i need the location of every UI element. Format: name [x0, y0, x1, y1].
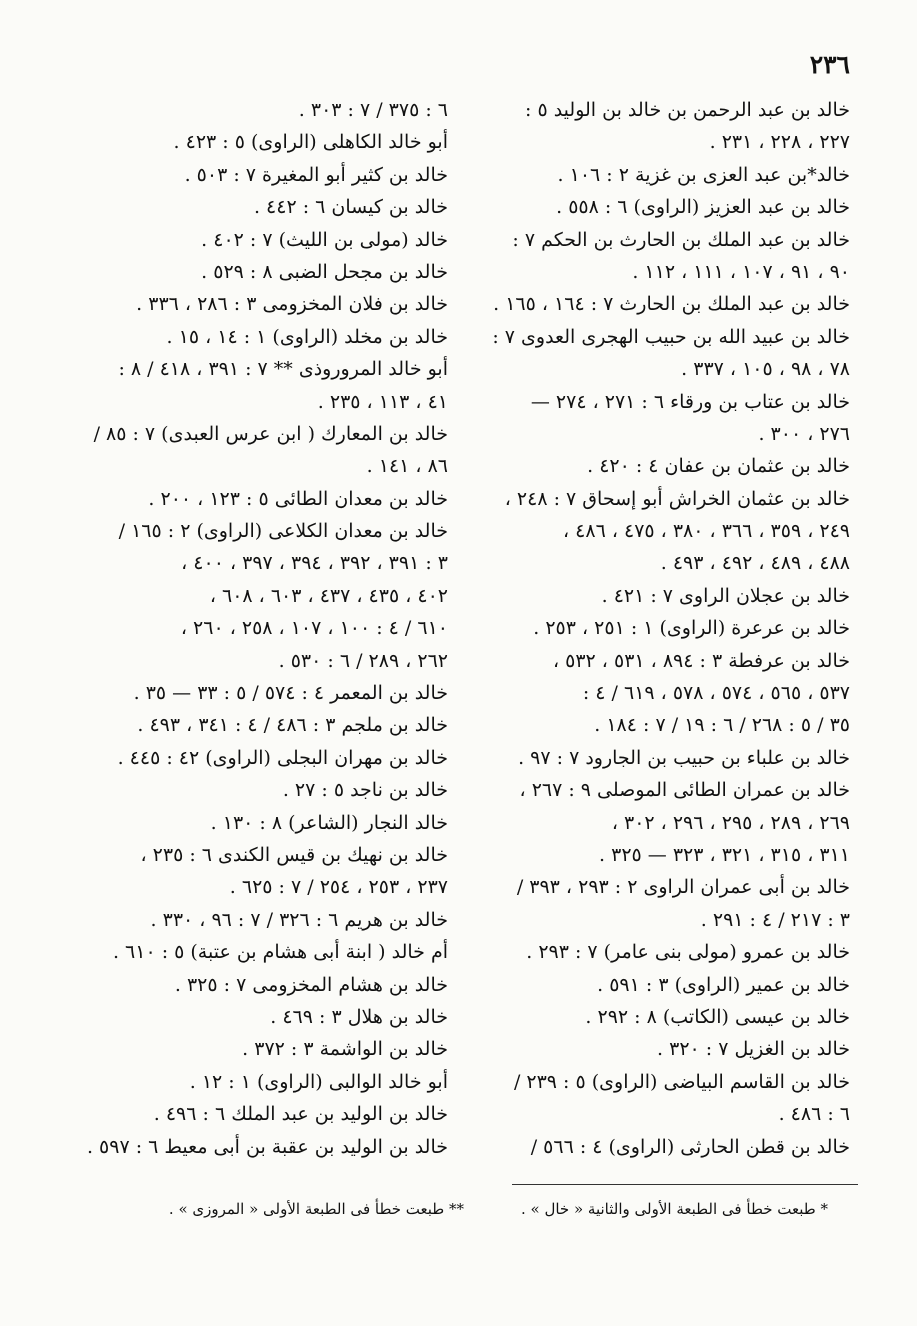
index-line: خالد بن عبد الرحمن بن خالد بن الوليد ٥ : [524, 99, 850, 121]
index-line: ٣٥ / ٥ : ٢٦٨ / ٦ : ١٩ / ٧ : ١٨٤ . [594, 714, 850, 737]
index-line: ٤٠٢ ، ٤٣٥ ، ٤٣٧ ، ٦٠٣ ، ٦٠٨ ، [209, 584, 448, 607]
index-column-right [474, 94, 850, 1163]
index-line: خالد بن عبد الملك بن الحارث ٧ : ١٦٤ ، ١٦٥ . [493, 293, 850, 316]
index-line: خالد*بن عبد العزى بن غزية ٢ : ١٠٦ . [557, 163, 850, 186]
index-line: خالد بن كيسان ٦ : ٤٤٢ . [253, 196, 448, 219]
index-line: خالد بن عثمان الخراش أبو إسحاق ٧ : ٢٤٨ ، [504, 487, 850, 510]
index-line: ٦١٠ / ٤ : ١٠٠ ، ١٠٧ ، ٢٥٨ ، ٢٦٠ ، [180, 617, 448, 640]
footnote-divider [512, 1184, 858, 1185]
index-line: ٤١ ، ١١٣ ، ٢٣٥ . [317, 390, 448, 413]
index-line: خالد بن مجحل الضبى ٨ : ٥٢٩ . [201, 260, 448, 283]
index-line: خالد بن ملجم ٣ : ٤٨٦ / ٤ : ٣٤١ ، ٤٩٣ . [137, 714, 448, 737]
index-line: ٨٦ ، ١٤١ . [366, 455, 448, 478]
index-line: خالد بن مخلد (الراوى) ١ : ١٤ ، ١٥ . [166, 325, 448, 348]
index-line: خالد بن عمران الطائى الموصلى ٩ : ٢٦٧ ، [519, 779, 850, 802]
index-line: خالد بن الوليد بن عبد الملك ٦ : ٤٩٦ . [153, 1103, 448, 1126]
index-line: ٢٤٩ ، ٣٥٩ ، ٣٦٦ ، ٣٨٠ ، ٤٧٥ ، ٤٨٦ ، [562, 520, 850, 543]
index-line: ٢٧٦ ، ٣٠٠ . [758, 422, 850, 445]
index-line: خالد بن عبيد الله بن حبيب الهجرى العدوى ٧ : [492, 325, 850, 348]
index-line: ٢٢٧ ، ٢٢٨ ، ٢٣١ . [709, 131, 850, 154]
index-line: خالد بن أبى عمران الراوى ٢ : ٢٩٣ ، ٣٩٣ / [516, 876, 850, 899]
index-line: خالد بن معدان الكلاعى (الراوى) ٢ : ١٦٥ / [118, 520, 448, 543]
index-line: خالد بن المعارك ( ابن عرس العبدى) ٧ : ٨٥ / [93, 422, 448, 445]
index-line: خالد بن الوليد بن عقبة بن أبى معيط ٦ : ٥٩٧ . [86, 1135, 448, 1158]
index-line: خالد بن الواشمة ٣ : ٣٧٢ . [242, 1038, 448, 1061]
index-line: أبو خالد المروروذى ** ٧ : ٣٩١ ، ٤١٨ / ٨ : [118, 358, 448, 381]
index-line: خالد بن عثمان بن عفان ٤ : ٤٢٠ . [587, 455, 850, 478]
index-line: ٦ : ٣٧٥ / ٧ : ٣٠٣ . [298, 99, 448, 121]
index-line: ٥٣٧ ، ٥٦٥ ، ٥٧٤ ، ٥٧٨ ، ٦١٩ / ٤ : [582, 682, 850, 705]
index-line: أبو خالد الوالبى (الراوى) ١ : ١٢ . [189, 1070, 448, 1093]
index-line: ٦ : ٤٨٦ . [778, 1103, 850, 1126]
index-line: خالد (مولى بن الليث) ٧ : ٤٠٢ . [201, 228, 448, 251]
index-line: خالد بن معدان الطائى ٥ : ١٢٣ ، ٢٠٠ . [148, 487, 448, 510]
index-line: ٤٨٨ ، ٤٨٩ ، ٤٩٢ ، ٤٩٣ . [660, 552, 850, 575]
index-line: ٢٣٧ ، ٢٥٣ ، ٢٥٤ / ٧ : ٦٢٥ . [229, 876, 448, 899]
index-line: خالد بن عرفطة ٣ : ٨٩٤ ، ٥٣١ ، ٥٣٢ ، [552, 649, 850, 672]
index-line: خالد بن فلان المخزومى ٣ : ٢٨٦ ، ٣٣٦ . [136, 293, 448, 316]
index-line: أم خالد ( ابنة أبى هشام بن عتبة) ٥ : ٦١٠ . [112, 941, 448, 964]
index-line: ٢٦٢ ، ٢٨٩ / ٦ : ٥٣٠ . [278, 649, 448, 672]
index-line: خالد بن عرعرة (الراوى) ١ : ٢٥١ ، ٢٥٣ . [533, 617, 850, 640]
index-line: خالد بن مهران البجلى (الراوى) ٤٢ : ٤٤٥ . [117, 746, 448, 769]
index-line: خالد بن المعمر ٤ : ٥٧٤ / ٥ : ٣٣ — ٣٥ . [133, 682, 448, 705]
index-line: ٣ : ٢١٧ / ٤ : ٢٩١ . [700, 908, 850, 931]
index-line: خالد النجار (الشاعر) ٨ : ١٣٠ . [210, 811, 448, 834]
index-line: خالد بن الغزيل ٧ : ٣٢٠ . [657, 1038, 850, 1061]
index-line: خالد بن عبد الملك بن الحارث بن الحكم ٧ : [512, 228, 850, 251]
index-line: خالد بن عجلان الراوى ٧ : ٤٢١ . [601, 584, 850, 607]
index-line: خالد بن عمير (الراوى) ٣ : ٥٩١ . [597, 973, 850, 996]
index-line: خالد بن عبد العزيز (الراوى) ٦ : ٥٥٨ . [556, 196, 850, 219]
index-line: خالد بن علباء بن حبيب بن الجارود ٧ : ٩٧ . [518, 746, 850, 769]
index-line: خالد بن نهيك بن قيس الكندى ٦ : ٢٣٥ ، [140, 843, 448, 866]
index-line: خالد بن عيسى (الكاتب) ٨ : ٢٩٢ . [585, 1005, 850, 1028]
index-line: خالد بن هريم ٦ : ٣٢٦ / ٧ : ٩٦ ، ٣٣٠ . [150, 908, 448, 931]
index-line: ٧٨ ، ٩٨ ، ١٠٥ ، ٣٣٧ . [681, 358, 850, 381]
index-line: خالد بن ناجد ٥ : ٢٧ . [282, 779, 448, 802]
page-number: ٢٣٦ [809, 50, 850, 79]
index-line: ٣١١ ، ٣١٥ ، ٣٢١ ، ٣٢٣ — ٣٢٥ . [599, 843, 850, 866]
index-line: خالد بن كثير أبو المغيرة ٧ : ٥٠٣ . [184, 163, 448, 186]
index-line: خالد بن هلال ٣ : ٤٦٩ . [270, 1005, 448, 1028]
index-line: خالد بن قطن الحارثى (الراوى) ٤ : ٥٦٦ / [530, 1135, 850, 1158]
index-line: ٩٠ ، ٩١ ، ١٠٧ ، ١١١ ، ١١٢ . [632, 260, 850, 283]
index-line: ٢٦٩ ، ٢٨٩ ، ٢٩٥ ، ٢٩٦ ، ٣٠٢ ، [611, 811, 850, 834]
footnote-right: * طبعت خطأ فى الطبعة الأولى والثانية « خال » . [520, 1200, 828, 1218]
index-line: خالد بن عمرو (مولى بنى عامر) ٧ : ٢٩٣ . [526, 941, 850, 964]
index-line: أبو خالد الكاهلى (الراوى) ٥ : ٤٢٣ . [173, 131, 448, 154]
index-line: خالد بن هشام المخزومى ٧ : ٣٢٥ . [174, 973, 448, 996]
footnote-left: ** طبعت خطأ فى الطبعة الأولى « المروزى » . [168, 1200, 464, 1218]
index-line: خالد بن عتاب بن ورقاء ٦ : ٢٧١ ، ٢٧٤ — [530, 390, 850, 413]
index-line: ٣ : ٣٩١ ، ٣٩٢ ، ٣٩٤ ، ٣٩٧ ، ٤٠٠ ، [181, 552, 448, 575]
index-line: خالد بن القاسم البياضى (الراوى) ٥ : ٢٣٩ / [513, 1070, 850, 1093]
index-column-left [86, 94, 448, 1163]
